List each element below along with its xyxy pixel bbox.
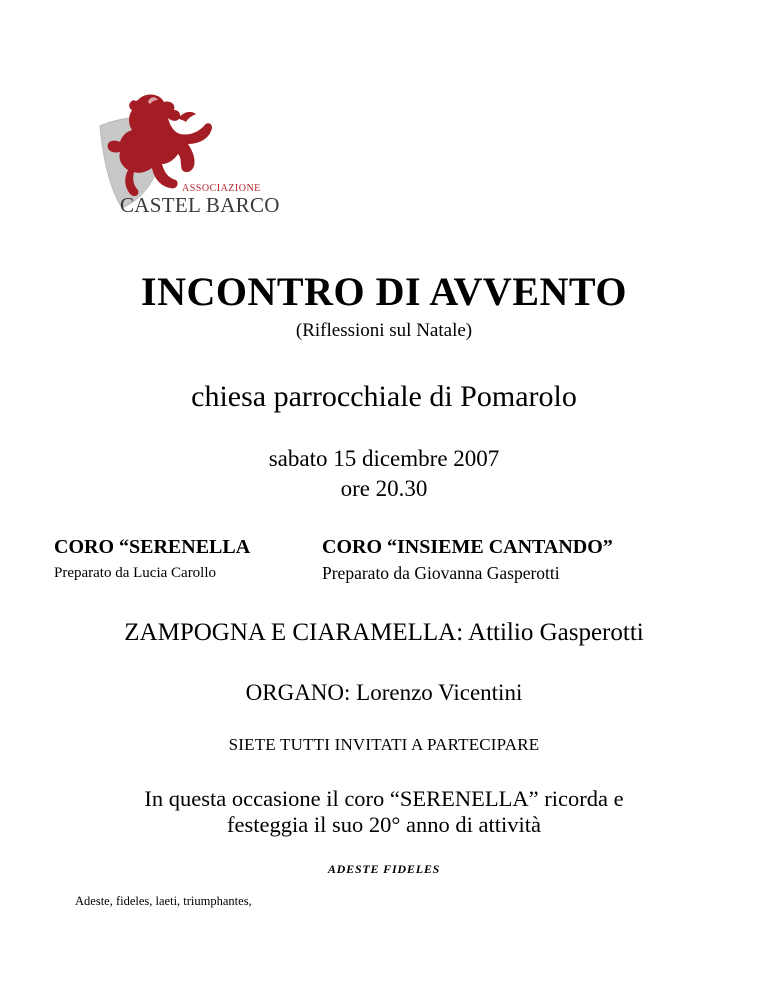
zampogna-performer: ZAMPOGNA E CIARAMELLA: Attilio Gasperotti (124, 619, 644, 646)
occasion-line-1: In questa occasione il coro “SERENELLA” ricorda e (144, 786, 624, 811)
hymn-first-line: Adeste, fideles, laeti, triumphantes, (75, 894, 252, 908)
choir-serenella-name: CORO “SERENELLA (54, 536, 251, 558)
choir-insieme-cantando-director: Preparato da Giovanna Gasperotti (322, 563, 560, 583)
event-time: ore 20.30 (340, 476, 428, 501)
event-date: sabato 15 dicembre 2007 (268, 446, 500, 471)
invitation-text: SIETE TUTTI INVITATI A PARTECIPARE (228, 735, 540, 754)
organ-performer: ORGANO: Lorenzo Vicentini (245, 680, 523, 705)
event-venue: chiesa parrocchiale di Pomarolo (191, 380, 577, 413)
choir-serenella-director: Preparato da Lucia Carollo (54, 565, 217, 581)
occasion-line-2: festeggia il suo 20° anno di attività (227, 812, 541, 837)
choir-insieme-cantando-name: CORO “INSIEME CANTANDO” (322, 536, 613, 558)
logo-association-label: ASSOCIAZIONE (182, 183, 261, 194)
event-title: INCONTRO DI AVVENTO (141, 269, 627, 314)
hymn-title: ADESTE FIDELES (327, 862, 441, 876)
logo-association-name: CASTEL BARCO (120, 193, 280, 217)
event-subtitle: (Riflessioni sul Natale) (295, 320, 473, 341)
